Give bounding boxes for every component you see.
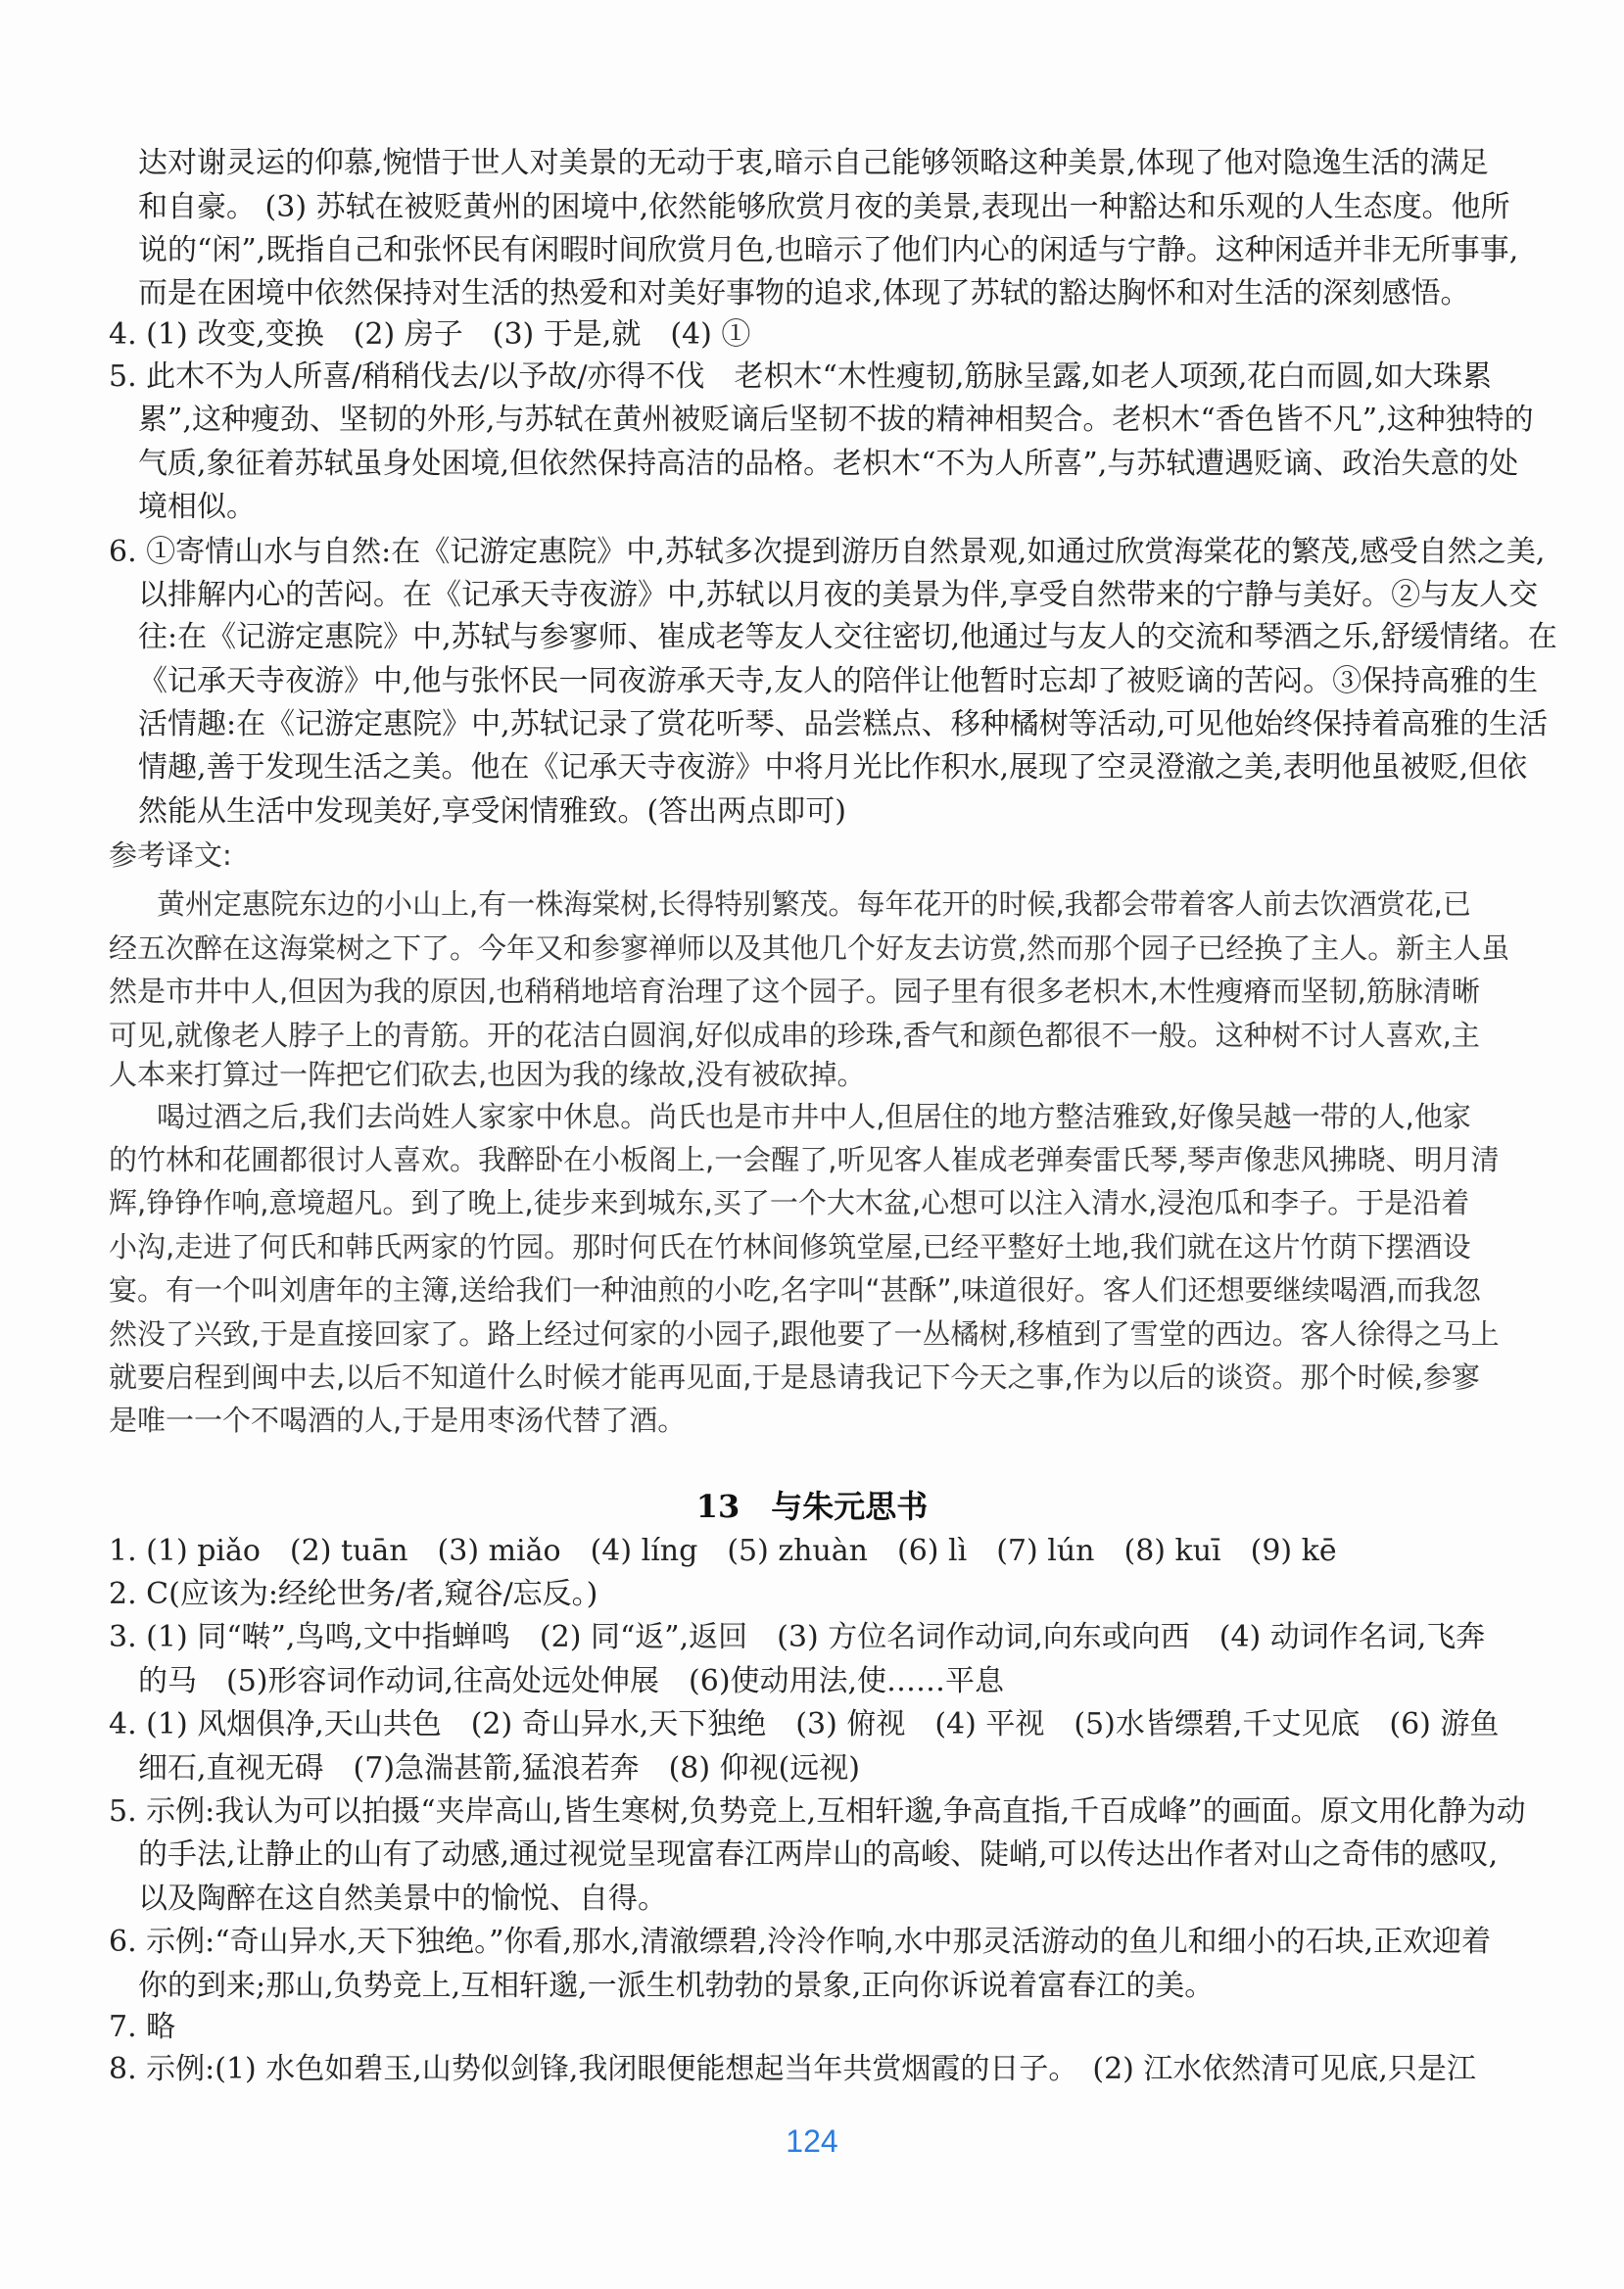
answer-line: 然能从生活中发现美好,享受闲情雅致。(答出两点即可) [138, 794, 846, 829]
answer-item: 1. (1) piǎo (2) tuān (3) miǎo (4) líng (5) zhuàn (6) lì (7) lún (8) kuī (9) kē [109, 1534, 1337, 1568]
answer-line: 达对谢灵运的仰慕,惋惜于世人对美景的无动于衷,暗示自己能够领略这种美景,体现了他对隐逸生活的满足 [138, 146, 1489, 180]
answer-line: 的手法,让静止的山有了动感,通过视觉呈现富春江两岸山的高峻、陡峭,可以传达出作者对山之奇伟的感叹, [138, 1837, 1499, 1872]
answer-line: 往:在《记游定惠院》中,苏轼与参寥师、崔成老等友人交往密切,他通过与友人的交流和琴酒之乐,舒缓情绪。在 [138, 620, 1557, 654]
translation-line: 的竹林和花圃都很讨人喜欢。我醉卧在小板阁上,一会醒了,听见客人崔成老弹奏雷氏琴,琴声像悲风拂晓、明月清 [109, 1143, 1500, 1176]
answer-item: 7. 略 [109, 2010, 176, 2044]
translation-line: 可见,就像老人脖子上的青筋。开的花洁白圆润,好似成串的珍珠,香气和颜色都很不一般。这种树不讨人喜欢,主 [109, 1019, 1480, 1052]
answer-item: 8. 示例:(1) 水色如碧玉,山势似剑锋,我闭眼便能想起当年共赏烟霞的日子。 (2) 江水依然清可见底,只是江 [109, 2052, 1476, 2086]
answer-line: 累”,这种瘦劲、坚韧的外形,与苏轼在黄州被贬谪后坚韧不拔的精神相契合。老枳木“香色皆不凡”,这种独特的 [138, 403, 1534, 437]
answer-line: 说的“闲”,既指自己和张怀民有闲暇时间欣赏月色,也暗示了他们内心的闲适与宁静。这种闲适并非无所事事, [138, 233, 1519, 267]
translation-line: 辉,铮铮作响,意境超凡。到了晚上,徒步来到城东,买了一个大木盆,心想可以注入清水,浸泡瓜和李子。于是沿着 [109, 1186, 1470, 1219]
translation-line: 黄州定惠院东边的小山上,有一株海棠树,长得特别繁茂。每年花开的时候,我都会带着客人前去饮酒赏花,已 [157, 887, 1471, 921]
answer-line: 而是在困境中依然保持对生活的热爱和对美好事物的追求,体现了苏轼的豁达胸怀和对生活的深刻感悟。 [138, 276, 1470, 310]
translation-line: 经五次醉在这海棠树之下了。今年又和参寥禅师以及其他几个好友去访赏,然而那个园子已经换了主人。新主人虽 [109, 931, 1510, 965]
answer-line: 和自豪。 (3) 苏轼在被贬黄州的困境中,依然能够欣赏月夜的美景,表现出一种豁达和乐观的人生态度。他所 [138, 190, 1510, 224]
answer-item: 5. 示例:我认为可以拍摄“夹岸高山,皆生寒树,负势竞上,互相轩邈,争高直指,千百成峰”的画面。原文用化静为动 [109, 1794, 1526, 1829]
answer-line: 气质,象征着苏轼虽身处困境,但依然保持高洁的品格。老枳木“不为人所喜”,与苏轼遭遇贬谪、政治失意的处 [138, 447, 1519, 481]
answer-item: 6. ①寄情山水与自然:在《记游定惠院》中,苏轼多次提到游历自然景观,如通过欣赏海棠花的繁茂,感受自然之美, [109, 535, 1546, 569]
translation-line: 人本来打算过一阵把它们砍去,也因为我的缘故,没有被砍掉。 [109, 1058, 866, 1091]
answer-item: 4. (1) 风烟俱净,天山共色 (2) 奇山异水,天下独绝 (3) 俯视 (4) 平视 (5)水皆缥碧,千丈见底 (6) 游鱼 [109, 1707, 1500, 1741]
answer-item: 2. C(应该为:经纶世务/者,窥谷/忘反。) [109, 1577, 598, 1611]
answer-item: 4. (1) 改变,变换 (2) 房子 (3) 于是,就 (4) ① [109, 317, 751, 352]
answer-line: 以及陶醉在这自然美景中的愉悦、自得。 [138, 1882, 667, 1916]
answer-line: 《记承天寺夜游》中,他与张怀民一同夜游承天寺,友人的陪伴让他暂时忘却了被贬谪的苦闷。③保持高雅的生 [138, 664, 1539, 698]
translation-line: 就要启程到闽中去,以后不知道什么时候才能再见面,于是恳请我记下今天之事,作为以后的谈资。那个时候,参寥 [109, 1360, 1480, 1394]
translation-line: 然没了兴致,于是直接回家了。路上经过何家的小园子,跟他要了一丛橘树,移植到了雪堂的西边。客人徐得之马上 [109, 1317, 1500, 1351]
answer-line: 境相似。 [138, 490, 256, 524]
answer-line: 你的到来;那山,负势竞上,互相轩邈,一派生机勃勃的景象,正向你诉说着富春江的美。 [138, 1969, 1215, 2003]
answer-line: 情趣,善于发现生活之美。他在《记承天寺夜游》中将月光比作积水,展现了空灵澄澈之美,表明他虽被贬,但依 [138, 750, 1528, 785]
translation-label: 参考译文: [109, 838, 232, 872]
translation-line: 然是市井中人,但因为我的原因,也稍稍地培育治理了这个园子。园子里有很多老枳木,木性瘦瘠而坚韧,筋脉清晰 [109, 975, 1480, 1008]
section-title: 13 与朱元思书 [695, 1488, 929, 1525]
answer-line: 活情趣:在《记游定惠院》中,苏轼记录了赏花听琴、品尝糕点、移种橘树等活动,可见他始终保持着高雅的生活 [138, 707, 1549, 741]
answer-line: 以排解内心的苦闷。在《记承天寺夜游》中,苏轼以月夜的美景为伴,享受自然带来的宁静与美好。②与友人交 [138, 578, 1539, 612]
answer-line: 的马 (5)形容词作动词,往高处远处伸展 (6)使动用法,使……平息 [138, 1664, 1005, 1698]
translation-line: 是唯一一个不喝酒的人,于是用枣汤代替了酒。 [109, 1404, 687, 1437]
page-number: 124 [786, 2123, 838, 2159]
translation-line: 宴。有一个叫刘唐年的主簿,送给我们一种油煎的小吃,名字叫“甚酥”,味道很好。客人们还想要继续喝酒,而我忽 [109, 1273, 1481, 1307]
answer-item: 5. 此木不为人所喜/稍稍伐去/以予故/亦得不伐 老枳木“木性瘦韧,筋脉呈露,如老人项颈,花白而圆,如大珠累 [109, 359, 1492, 394]
translation-line: 小沟,走进了何氏和韩氏两家的竹园。那时何氏在竹林间修筑堂屋,已经平整好土地,我们就在这片竹荫下摆酒设 [109, 1230, 1471, 1264]
translation-line: 喝过酒之后,我们去尚姓人家家中休息。尚氏也是市井中人,但居住的地方整洁雅致,好像吴越一带的人,他家 [157, 1100, 1471, 1133]
answer-item: 3. (1) 同“啭”,鸟鸣,文中指蝉鸣 (2) 同“返”,返回 (3) 方位名词作动词,向东或向西 (4) 动词作名词,飞奔 [109, 1620, 1486, 1654]
answer-line: 细石,直视无碍 (7)急湍甚箭,猛浪若奔 (8) 仰视(远视) [138, 1751, 861, 1786]
answer-item: 6. 示例:“奇山异水,天下独绝。”你看,那水,清澈缥碧,泠泠作响,水中那灵活游动的鱼儿和细小的石块,正欢迎着 [109, 1925, 1492, 1959]
